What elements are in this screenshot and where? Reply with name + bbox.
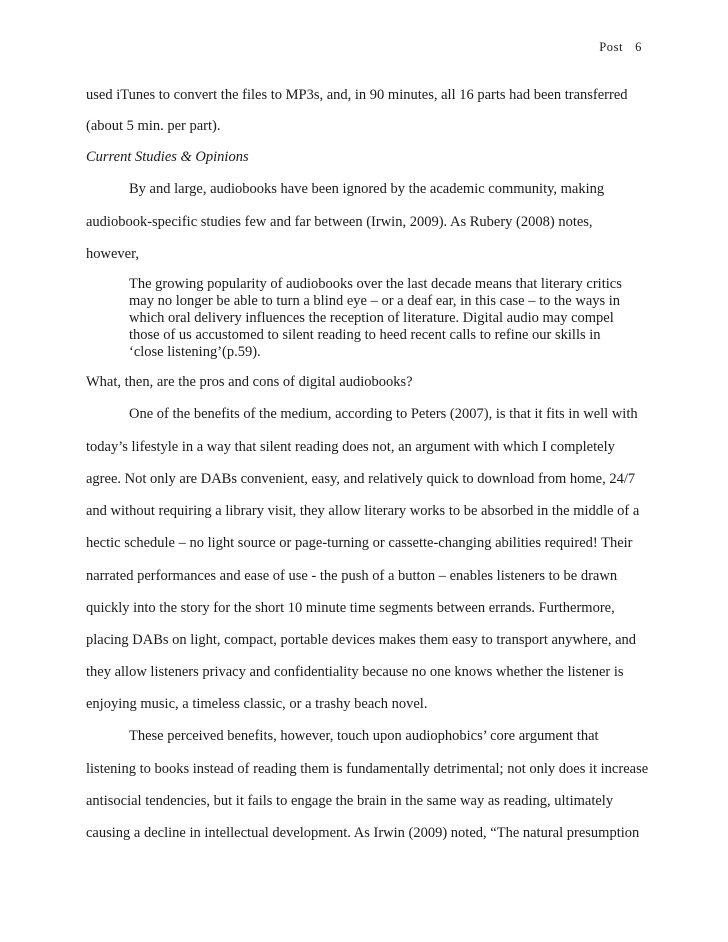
quote-line: which oral delivery influences the reception of literature. Digital audio may compel: [129, 310, 614, 326]
body-line: placing DABs on light, compact, portable devices makes them easy to transport anywhere, and: [86, 632, 637, 648]
body-line: however,: [86, 246, 139, 262]
body-line: audiobook-specific studies few and far between (Irwin, 2009). As Rubery (2008) notes,: [86, 214, 593, 230]
body-line: listening to books instead of reading them is fundamentally detrimental; not only does it increase: [86, 761, 649, 777]
body-line: By and large, audiobooks have been ignored by the academic community, making: [129, 181, 605, 197]
body-line: These perceived benefits, however, touch upon audiophobics’ core argument that: [129, 728, 599, 744]
body-line: What, then, are the pros and cons of digital audiobooks?: [86, 374, 413, 390]
quote-line: may no longer be able to turn a blind eye – or a deaf ear, in this case – to the ways in: [129, 293, 621, 309]
body-line: (about 5 min. per part).: [86, 118, 221, 134]
body-line: used iTunes to convert the files to MP3s, and, in 90 minutes, all 16 parts had been transferred: [86, 87, 628, 103]
body-line: One of the benefits of the medium, according to Peters (2007), is that it fits in well with: [129, 406, 638, 422]
body-line: and without requiring a library visit, they allow literary works to be absorbed in the middle of a: [86, 503, 640, 519]
quote-line: The growing popularity of audiobooks over the last decade means that literary critics: [129, 276, 622, 292]
body-line: narrated performances and ease of use - the push of a button – enables listeners to be drawn: [86, 568, 618, 584]
body-line: causing a decline in intellectual development. As Irwin (2009) noted, “The natural presumption: [86, 825, 640, 841]
body-line: quickly into the story for the short 10 minute time segments between errands. Furthermore,: [86, 600, 615, 616]
body-line: today’s lifestyle in a way that silent reading does not, an argument with which I completely: [86, 439, 615, 455]
quote-line: those of us accustomed to silent reading to heed recent calls to refine our skills in: [129, 327, 601, 343]
body-line: enjoying music, a timeless classic, or a trashy beach novel.: [86, 696, 428, 712]
body-line: agree. Not only are DABs convenient, easy, and relatively quick to download from home, 24/7: [86, 471, 636, 487]
quote-line: ‘close listening’(p.59).: [129, 344, 261, 360]
section-heading: Current Studies & Opinions: [86, 149, 249, 165]
body-line: antisocial tendencies, but it fails to engage the brain in the same way as reading, ultimately: [86, 793, 614, 809]
page-number: 6: [635, 40, 642, 54]
body-line: hectic schedule – no light source or page-turning or cassette-changing abilities required! Their: [86, 535, 633, 551]
running-header: [599, 40, 642, 55]
running-head-title: Post: [599, 40, 624, 54]
body-line: they allow listeners privacy and confidentiality because no one knows whether the listener is: [86, 664, 624, 680]
